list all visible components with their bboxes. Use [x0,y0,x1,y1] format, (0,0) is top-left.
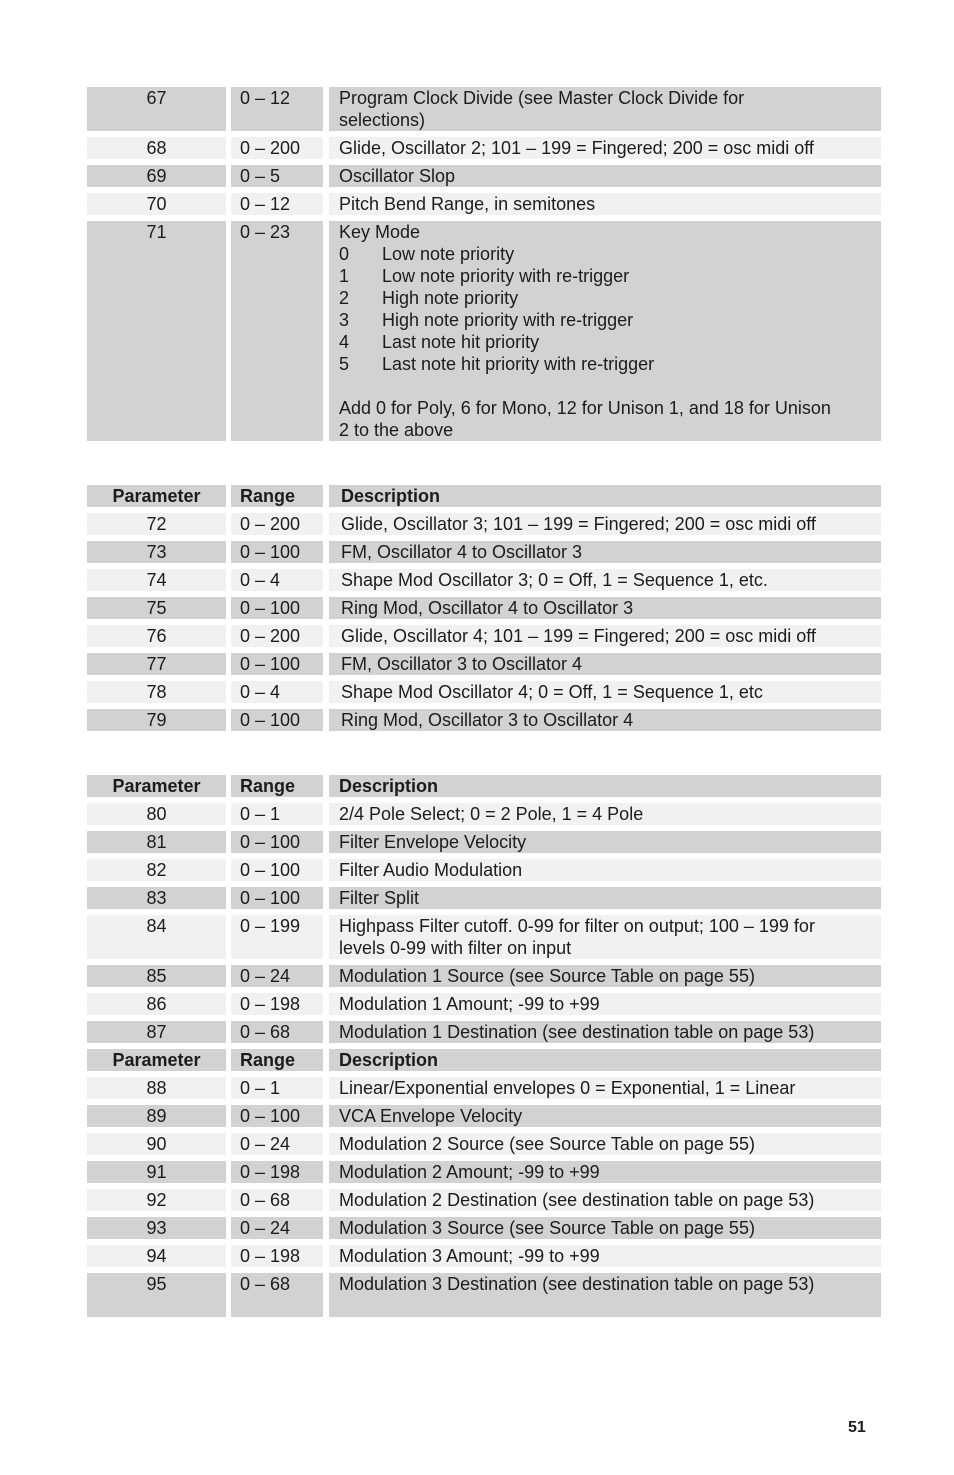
header-description: Description [329,775,881,797]
table-row [87,1021,881,1043]
description-cell: Ring Mod, Oscillator 3 to Oscillator 4 [329,709,881,731]
range-cell: 0 – 100 [231,887,323,909]
description-cell: Shape Mod Oscillator 4; 0 = Off, 1 = Sequence 1, etc [329,681,881,703]
range-cell: 0 – 1 [231,1077,323,1099]
header-description: Description [329,1049,881,1071]
parameter-cell: 67 [87,87,226,131]
key-mode-number: 3 [339,310,350,330]
description-line: Highpass Filter cutoff. 0-99 for filter on output; 100 – 199 for [339,916,815,936]
range-cell: 0 – 24 [231,1217,323,1239]
table-row [87,915,881,959]
key-mode-item [339,331,875,353]
parameter-cell: 82 [87,859,226,881]
range-cell: 0 – 100 [231,1105,323,1127]
table-row [87,597,881,619]
range-cell: 0 – 1 [231,803,323,825]
table-row [87,137,881,159]
description-cell: Shape Mod Oscillator 3; 0 = Off, 1 = Sequence 1, etc. [329,569,881,591]
parameter-cell: 81 [87,831,226,853]
parameter-table-3 [87,775,881,1323]
table-row [87,859,881,881]
key-mode-label: Last note hit priority with re-trigger [382,354,655,374]
parameter-cell: 95 [87,1273,226,1317]
description-cell: Modulation 2 Destination (see destination table on page 53) [329,1189,881,1211]
range-cell: 0 – 68 [231,1189,323,1211]
description-cell: Ring Mod, Oscillator 4 to Oscillator 3 [329,597,881,619]
description-cell [329,915,881,959]
parameter-cell: 89 [87,1105,226,1127]
key-mode-title: Key Mode [339,222,421,242]
range-cell: 0 – 199 [231,915,323,959]
description-cell: FM, Oscillator 4 to Oscillator 3 [329,541,881,563]
range-cell: 0 – 4 [231,681,323,703]
header-range: Range [231,775,323,797]
range-cell: 0 – 12 [231,193,323,215]
header-range: Range [231,1049,323,1071]
table-header-row [87,1049,881,1071]
range-cell: 0 – 100 [231,597,323,619]
table-row-key-mode [87,221,881,441]
parameter-cell: 69 [87,165,226,187]
parameter-cell: 70 [87,193,226,215]
description-line: Program Clock Divide (see Master Clock Divide for [339,88,745,108]
description-cell: Modulation 3 Source (see Source Table on page 55) [329,1217,881,1239]
key-mode-number: 1 [339,266,350,286]
description-cell: Glide, Oscillator 2; 101 – 199 = Fingered; 200 = osc midi off [329,137,881,159]
description-cell: Filter Split [329,887,881,909]
range-cell: 0 – 100 [231,859,323,881]
description-cell: Modulation 3 Amount; -99 to +99 [329,1245,881,1267]
description-cell [329,221,881,441]
range-cell: 0 – 24 [231,965,323,987]
description-cell: Modulation 3 Destination (see destination table on page 53) [329,1273,881,1317]
parameter-cell: 87 [87,1021,226,1043]
parameter-cell: 74 [87,569,226,591]
parameter-cell: 76 [87,625,226,647]
range-cell: 0 – 68 [231,1021,323,1043]
range-cell: 0 – 198 [231,1245,323,1267]
key-mode-item [339,243,875,265]
table-row [87,993,881,1015]
key-mode-number: 5 [339,354,350,374]
range-cell: 0 – 12 [231,87,323,131]
range-cell: 0 – 68 [231,1273,323,1317]
header-parameter: Parameter [87,1049,226,1071]
range-cell: 0 – 23 [231,221,323,441]
description-cell: Modulation 2 Amount; -99 to +99 [329,1161,881,1183]
description-cell: FM, Oscillator 3 to Oscillator 4 [329,653,881,675]
range-cell: 0 – 100 [231,709,323,731]
table-row [87,965,881,987]
table-row [87,569,881,591]
parameter-cell: 86 [87,993,226,1015]
parameter-table-2 [87,485,881,737]
parameter-cell: 68 [87,137,226,159]
table-row [87,87,881,131]
description-cell: Pitch Bend Range, in semitones [329,193,881,215]
page-number: 51 [848,1419,866,1436]
description-cell: VCA Envelope Velocity [329,1105,881,1127]
description-line: levels 0-99 with filter on input [339,938,572,958]
key-mode-label: Last note hit priority [382,332,540,352]
description-cell: Filter Envelope Velocity [329,831,881,853]
table-row [87,1077,881,1099]
parameter-cell: 75 [87,597,226,619]
table-row [87,887,881,909]
parameter-cell: 72 [87,513,226,535]
key-mode-number: 0 [339,244,350,264]
range-cell: 0 – 100 [231,541,323,563]
table-row [87,1105,881,1127]
range-cell: 0 – 198 [231,1161,323,1183]
parameter-cell: 92 [87,1189,226,1211]
description-cell [329,87,881,131]
parameter-cell: 91 [87,1161,226,1183]
header-description: Description [329,485,881,507]
range-cell: 0 – 198 [231,993,323,1015]
table-row [87,1245,881,1267]
key-mode-label: Low note priority [382,244,515,264]
description-cell: Oscillator Slop [329,165,881,187]
parameter-cell: 93 [87,1217,226,1239]
parameter-table-1 [87,87,881,447]
description-cell: Filter Audio Modulation [329,859,881,881]
table-row [87,541,881,563]
table-row [87,1189,881,1211]
table-row [87,709,881,731]
table-row [87,1273,881,1317]
header-parameter: Parameter [87,485,226,507]
table-row [87,625,881,647]
table-row [87,1161,881,1183]
description-cell: Modulation 2 Source (see Source Table on page 55) [329,1133,881,1155]
parameter-cell: 79 [87,709,226,731]
parameter-cell: 80 [87,803,226,825]
key-mode-label: High note priority with re-trigger [382,310,634,330]
header-range: Range [231,485,323,507]
key-mode-label: Low note priority with re-trigger [382,266,630,286]
header-parameter: Parameter [87,775,226,797]
key-mode-item [339,287,875,309]
parameter-cell: 71 [87,221,226,441]
description-cell: Glide, Oscillator 4; 101 – 199 = Fingered; 200 = osc midi off [329,625,881,647]
parameter-cell: 77 [87,653,226,675]
range-cell: 0 – 100 [231,653,323,675]
table-row [87,831,881,853]
key-mode-item [339,353,875,375]
table-row [87,513,881,535]
table-header-row [87,485,881,507]
description-cell: Modulation 1 Amount; -99 to +99 [329,993,881,1015]
key-mode-item [339,309,875,331]
description-cell: Modulation 1 Source (see Source Table on page 55) [329,965,881,987]
parameter-cell: 85 [87,965,226,987]
key-mode-label: High note priority [382,288,519,308]
description-cell: Glide, Oscillator 3; 101 – 199 = Fingered; 200 = osc midi off [329,513,881,535]
range-cell: 0 – 100 [231,831,323,853]
table-row [87,653,881,675]
range-cell: 0 – 200 [231,513,323,535]
description-line: selections) [339,110,426,130]
parameter-cell: 83 [87,887,226,909]
parameter-cell: 73 [87,541,226,563]
range-cell: 0 – 5 [231,165,323,187]
table-header-row [87,775,881,797]
description-cell: 2/4 Pole Select; 0 = 2 Pole, 1 = 4 Pole [329,803,881,825]
table-row [87,1217,881,1239]
key-mode-note: 2 to the above [339,420,454,440]
table-row [87,193,881,215]
key-mode-item [339,265,875,287]
parameter-cell: 90 [87,1133,226,1155]
key-mode-number: 4 [339,332,350,352]
table-row [87,803,881,825]
range-cell: 0 – 24 [231,1133,323,1155]
parameter-cell: 94 [87,1245,226,1267]
range-cell: 0 – 200 [231,137,323,159]
range-cell: 0 – 4 [231,569,323,591]
key-mode-note: Add 0 for Poly, 6 for Mono, 12 for Unison 1, and 18 for Unison [339,398,831,418]
parameter-cell: 88 [87,1077,226,1099]
parameter-cell: 84 [87,915,226,959]
description-cell: Linear/Exponential envelopes 0 = Exponential, 1 = Linear [329,1077,881,1099]
table-row [87,1133,881,1155]
range-cell: 0 – 200 [231,625,323,647]
key-mode-number: 2 [339,288,350,308]
table-row [87,681,881,703]
table-row [87,165,881,187]
parameter-cell: 78 [87,681,226,703]
spacer [339,375,875,397]
description-cell: Modulation 1 Destination (see destination table on page 53) [329,1021,881,1043]
